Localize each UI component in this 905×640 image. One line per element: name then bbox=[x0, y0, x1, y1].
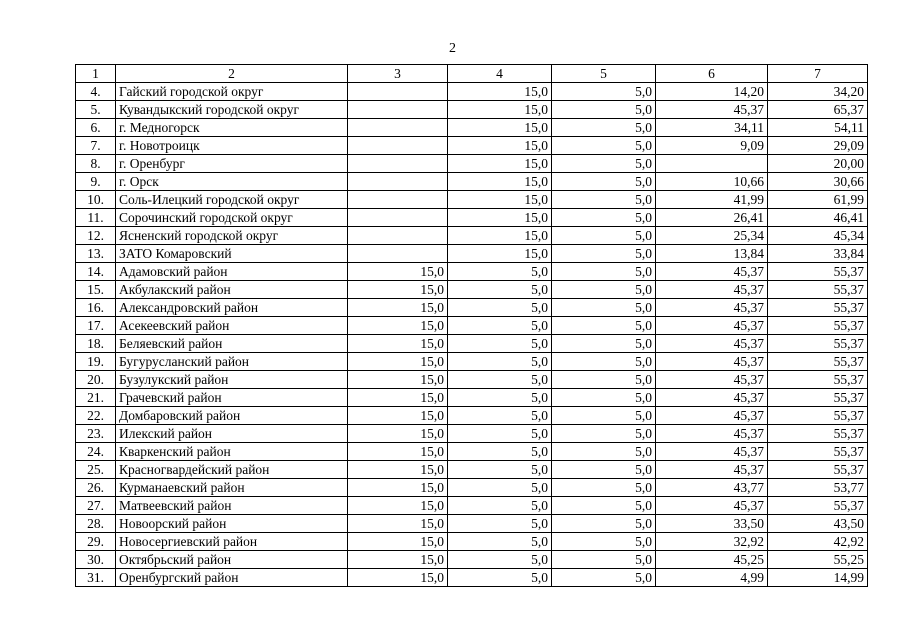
value-cell: 26,41 bbox=[656, 209, 768, 227]
row-number-cell: 13. bbox=[76, 245, 116, 263]
value-cell: 15,0 bbox=[348, 443, 448, 461]
row-number-cell: 15. bbox=[76, 281, 116, 299]
value-cell: 5,0 bbox=[448, 407, 552, 425]
table-row bbox=[76, 155, 868, 173]
value-cell: 15,0 bbox=[348, 353, 448, 371]
value-cell: 13,84 bbox=[656, 245, 768, 263]
column-header: 7 bbox=[768, 65, 868, 83]
value-cell: 5,0 bbox=[552, 83, 656, 101]
municipality-name-cell: Оренбургский район bbox=[116, 569, 348, 587]
total-cell: 33,84 bbox=[768, 245, 868, 263]
value-cell: 15,0 bbox=[348, 263, 448, 281]
municipality-name-cell: Ясненский городской округ bbox=[116, 227, 348, 245]
row-number-cell: 10. bbox=[76, 191, 116, 209]
value-cell: 5,0 bbox=[552, 173, 656, 191]
total-cell: 55,37 bbox=[768, 497, 868, 515]
value-cell: 5,0 bbox=[552, 281, 656, 299]
header-row bbox=[76, 65, 868, 83]
value-cell: 5,0 bbox=[448, 281, 552, 299]
table-row bbox=[76, 317, 868, 335]
municipality-name-cell: Гайский городской округ bbox=[116, 83, 348, 101]
table-row bbox=[76, 479, 868, 497]
value-cell: 45,37 bbox=[656, 497, 768, 515]
value-cell: 45,37 bbox=[656, 335, 768, 353]
municipality-name-cell: Грачевский район bbox=[116, 389, 348, 407]
total-cell: 43,50 bbox=[768, 515, 868, 533]
value-cell: 5,0 bbox=[552, 479, 656, 497]
row-number-cell: 11. bbox=[76, 209, 116, 227]
municipality-name-cell: Красногвардейский район bbox=[116, 461, 348, 479]
municipality-name-cell: Кувандыкский городской округ bbox=[116, 101, 348, 119]
value-cell: 45,25 bbox=[656, 551, 768, 569]
value-cell: 43,77 bbox=[656, 479, 768, 497]
column-header: 4 bbox=[448, 65, 552, 83]
value-cell: 5,0 bbox=[448, 317, 552, 335]
total-cell: 54,11 bbox=[768, 119, 868, 137]
column-header: 5 bbox=[552, 65, 656, 83]
total-cell: 53,77 bbox=[768, 479, 868, 497]
table-row bbox=[76, 371, 868, 389]
table-row bbox=[76, 443, 868, 461]
total-cell: 55,37 bbox=[768, 317, 868, 335]
total-cell: 55,25 bbox=[768, 551, 868, 569]
total-cell: 55,37 bbox=[768, 407, 868, 425]
value-cell: 5,0 bbox=[448, 443, 552, 461]
column-header: 1 bbox=[76, 65, 116, 83]
value-cell: 15,0 bbox=[348, 569, 448, 587]
value-cell: 45,37 bbox=[656, 317, 768, 335]
value-cell: 5,0 bbox=[448, 515, 552, 533]
value-cell: 5,0 bbox=[448, 533, 552, 551]
value-cell: 15,0 bbox=[348, 317, 448, 335]
row-number-cell: 4. bbox=[76, 83, 116, 101]
row-number-cell: 21. bbox=[76, 389, 116, 407]
value-cell: 5,0 bbox=[552, 497, 656, 515]
value-cell: 45,37 bbox=[656, 461, 768, 479]
value-cell bbox=[348, 173, 448, 191]
table-row bbox=[76, 137, 868, 155]
row-number-cell: 16. bbox=[76, 299, 116, 317]
value-cell bbox=[348, 209, 448, 227]
value-cell: 15,0 bbox=[348, 281, 448, 299]
value-cell: 15,0 bbox=[448, 227, 552, 245]
value-cell: 5,0 bbox=[552, 227, 656, 245]
municipality-name-cell: г. Оренбург bbox=[116, 155, 348, 173]
value-cell: 15,0 bbox=[448, 155, 552, 173]
total-cell: 55,37 bbox=[768, 299, 868, 317]
value-cell: 45,37 bbox=[656, 407, 768, 425]
row-number-cell: 26. bbox=[76, 479, 116, 497]
value-cell bbox=[656, 155, 768, 173]
table-row bbox=[76, 533, 868, 551]
total-cell: 34,20 bbox=[768, 83, 868, 101]
municipality-name-cell: Кваркенский район bbox=[116, 443, 348, 461]
value-cell: 5,0 bbox=[448, 299, 552, 317]
value-cell: 15,0 bbox=[348, 389, 448, 407]
value-cell: 10,66 bbox=[656, 173, 768, 191]
value-cell: 45,37 bbox=[656, 353, 768, 371]
value-cell: 9,09 bbox=[656, 137, 768, 155]
table-row bbox=[76, 227, 868, 245]
value-cell: 15,0 bbox=[448, 173, 552, 191]
total-cell: 61,99 bbox=[768, 191, 868, 209]
value-cell: 33,50 bbox=[656, 515, 768, 533]
table-body bbox=[76, 83, 868, 587]
table-row bbox=[76, 497, 868, 515]
municipality-name-cell: Новоорский район bbox=[116, 515, 348, 533]
municipality-name-cell: Адамовский район bbox=[116, 263, 348, 281]
row-number-cell: 22. bbox=[76, 407, 116, 425]
value-cell: 5,0 bbox=[448, 569, 552, 587]
value-cell: 25,34 bbox=[656, 227, 768, 245]
municipality-name-cell: Акбулакский район bbox=[116, 281, 348, 299]
table-row bbox=[76, 263, 868, 281]
value-cell: 5,0 bbox=[552, 317, 656, 335]
total-cell: 55,37 bbox=[768, 263, 868, 281]
value-cell: 45,37 bbox=[656, 281, 768, 299]
row-number-cell: 20. bbox=[76, 371, 116, 389]
value-cell: 5,0 bbox=[552, 299, 656, 317]
row-number-cell: 28. bbox=[76, 515, 116, 533]
value-cell: 15,0 bbox=[448, 137, 552, 155]
value-cell: 5,0 bbox=[552, 137, 656, 155]
row-number-cell: 19. bbox=[76, 353, 116, 371]
total-cell: 55,37 bbox=[768, 425, 868, 443]
value-cell: 5,0 bbox=[552, 551, 656, 569]
total-cell: 42,92 bbox=[768, 533, 868, 551]
row-number-cell: 25. bbox=[76, 461, 116, 479]
table-row bbox=[76, 83, 868, 101]
value-cell: 15,0 bbox=[448, 191, 552, 209]
row-number-cell: 5. bbox=[76, 101, 116, 119]
table-row bbox=[76, 569, 868, 587]
value-cell: 5,0 bbox=[552, 515, 656, 533]
table-row bbox=[76, 209, 868, 227]
value-cell: 5,0 bbox=[448, 551, 552, 569]
row-number-cell: 8. bbox=[76, 155, 116, 173]
value-cell: 5,0 bbox=[448, 353, 552, 371]
row-number-cell: 12. bbox=[76, 227, 116, 245]
value-cell bbox=[348, 119, 448, 137]
row-number-cell: 14. bbox=[76, 263, 116, 281]
column-header: 6 bbox=[656, 65, 768, 83]
value-cell: 5,0 bbox=[448, 335, 552, 353]
municipality-name-cell: Беляевский район bbox=[116, 335, 348, 353]
row-number-cell: 31. bbox=[76, 569, 116, 587]
value-cell: 15,0 bbox=[348, 551, 448, 569]
data-table bbox=[75, 64, 868, 587]
value-cell: 15,0 bbox=[448, 209, 552, 227]
value-cell: 5,0 bbox=[552, 263, 656, 281]
table-row bbox=[76, 119, 868, 137]
municipality-name-cell: Соль-Илецкий городской округ bbox=[116, 191, 348, 209]
table-row bbox=[76, 407, 868, 425]
value-cell: 5,0 bbox=[552, 245, 656, 263]
municipality-name-cell: ЗАТО Комаровский bbox=[116, 245, 348, 263]
municipality-name-cell: Курманаевский район bbox=[116, 479, 348, 497]
row-number-cell: 18. bbox=[76, 335, 116, 353]
value-cell bbox=[348, 155, 448, 173]
total-cell: 29,09 bbox=[768, 137, 868, 155]
table-row bbox=[76, 245, 868, 263]
value-cell: 41,99 bbox=[656, 191, 768, 209]
municipality-name-cell: Асекеевский район bbox=[116, 317, 348, 335]
value-cell: 15,0 bbox=[448, 119, 552, 137]
municipality-name-cell: Бугурусланский район bbox=[116, 353, 348, 371]
value-cell: 15,0 bbox=[348, 497, 448, 515]
value-cell bbox=[348, 227, 448, 245]
value-cell: 5,0 bbox=[448, 497, 552, 515]
total-cell: 46,41 bbox=[768, 209, 868, 227]
row-number-cell: 30. bbox=[76, 551, 116, 569]
value-cell: 15,0 bbox=[448, 101, 552, 119]
value-cell: 15,0 bbox=[348, 371, 448, 389]
value-cell: 5,0 bbox=[552, 209, 656, 227]
municipality-name-cell: г. Новотроицк bbox=[116, 137, 348, 155]
value-cell: 5,0 bbox=[448, 479, 552, 497]
total-cell: 55,37 bbox=[768, 389, 868, 407]
total-cell: 55,37 bbox=[768, 353, 868, 371]
value-cell: 5,0 bbox=[448, 425, 552, 443]
table-row bbox=[76, 335, 868, 353]
total-cell: 55,37 bbox=[768, 281, 868, 299]
value-cell: 15,0 bbox=[348, 407, 448, 425]
value-cell: 15,0 bbox=[348, 479, 448, 497]
row-number-cell: 24. bbox=[76, 443, 116, 461]
value-cell: 34,11 bbox=[656, 119, 768, 137]
row-number-cell: 17. bbox=[76, 317, 116, 335]
value-cell: 5,0 bbox=[552, 461, 656, 479]
value-cell: 5,0 bbox=[448, 263, 552, 281]
table-row bbox=[76, 515, 868, 533]
value-cell: 15,0 bbox=[348, 515, 448, 533]
value-cell: 15,0 bbox=[348, 425, 448, 443]
value-cell: 5,0 bbox=[552, 371, 656, 389]
value-cell bbox=[348, 101, 448, 119]
municipality-name-cell: Бузулукский район bbox=[116, 371, 348, 389]
value-cell: 5,0 bbox=[552, 425, 656, 443]
row-number-cell: 7. bbox=[76, 137, 116, 155]
value-cell bbox=[348, 191, 448, 209]
municipality-name-cell: Новосергиевский район bbox=[116, 533, 348, 551]
value-cell: 15,0 bbox=[348, 533, 448, 551]
value-cell: 5,0 bbox=[552, 569, 656, 587]
row-number-cell: 23. bbox=[76, 425, 116, 443]
total-cell: 20,00 bbox=[768, 155, 868, 173]
row-number-cell: 9. bbox=[76, 173, 116, 191]
value-cell: 5,0 bbox=[552, 191, 656, 209]
value-cell: 5,0 bbox=[552, 389, 656, 407]
municipality-name-cell: Александровский район bbox=[116, 299, 348, 317]
value-cell: 5,0 bbox=[448, 371, 552, 389]
municipality-name-cell: Матвеевский район bbox=[116, 497, 348, 515]
total-cell: 65,37 bbox=[768, 101, 868, 119]
value-cell: 32,92 bbox=[656, 533, 768, 551]
row-number-cell: 6. bbox=[76, 119, 116, 137]
value-cell bbox=[348, 137, 448, 155]
value-cell: 14,20 bbox=[656, 83, 768, 101]
municipality-name-cell: г. Орск bbox=[116, 173, 348, 191]
municipality-name-cell: Илекский район bbox=[116, 425, 348, 443]
value-cell: 15,0 bbox=[348, 461, 448, 479]
table-row bbox=[76, 551, 868, 569]
total-cell: 55,37 bbox=[768, 461, 868, 479]
table-row bbox=[76, 425, 868, 443]
municipality-name-cell: Домбаровский район bbox=[116, 407, 348, 425]
column-header: 2 bbox=[116, 65, 348, 83]
value-cell: 15,0 bbox=[348, 299, 448, 317]
value-cell: 15,0 bbox=[448, 83, 552, 101]
table-row bbox=[76, 191, 868, 209]
total-cell: 14,99 bbox=[768, 569, 868, 587]
value-cell: 5,0 bbox=[552, 101, 656, 119]
value-cell: 5,0 bbox=[552, 119, 656, 137]
value-cell: 5,0 bbox=[552, 335, 656, 353]
table-row bbox=[76, 389, 868, 407]
value-cell bbox=[348, 245, 448, 263]
value-cell: 5,0 bbox=[552, 443, 656, 461]
value-cell: 4,99 bbox=[656, 569, 768, 587]
table-row bbox=[76, 101, 868, 119]
value-cell bbox=[348, 83, 448, 101]
total-cell: 55,37 bbox=[768, 443, 868, 461]
value-cell: 5,0 bbox=[552, 155, 656, 173]
municipality-name-cell: г. Медногорск bbox=[116, 119, 348, 137]
value-cell: 45,37 bbox=[656, 371, 768, 389]
table-row bbox=[76, 353, 868, 371]
value-cell: 5,0 bbox=[552, 533, 656, 551]
value-cell: 45,37 bbox=[656, 101, 768, 119]
table-row bbox=[76, 461, 868, 479]
municipality-name-cell: Сорочинский городской округ bbox=[116, 209, 348, 227]
value-cell: 45,37 bbox=[656, 425, 768, 443]
table-row bbox=[76, 299, 868, 317]
value-cell: 15,0 bbox=[448, 245, 552, 263]
value-cell: 45,37 bbox=[656, 299, 768, 317]
value-cell: 45,37 bbox=[656, 389, 768, 407]
value-cell: 45,37 bbox=[656, 443, 768, 461]
municipality-name-cell: Октябрьский район bbox=[116, 551, 348, 569]
row-number-cell: 29. bbox=[76, 533, 116, 551]
table-row bbox=[76, 173, 868, 191]
value-cell: 45,37 bbox=[656, 263, 768, 281]
total-cell: 55,37 bbox=[768, 371, 868, 389]
value-cell: 5,0 bbox=[552, 407, 656, 425]
value-cell: 5,0 bbox=[552, 353, 656, 371]
total-cell: 45,34 bbox=[768, 227, 868, 245]
value-cell: 5,0 bbox=[448, 461, 552, 479]
row-number-cell: 27. bbox=[76, 497, 116, 515]
value-cell: 5,0 bbox=[448, 389, 552, 407]
total-cell: 30,66 bbox=[768, 173, 868, 191]
total-cell: 55,37 bbox=[768, 335, 868, 353]
column-header: 3 bbox=[348, 65, 448, 83]
value-cell: 15,0 bbox=[348, 335, 448, 353]
page-number: 2 bbox=[449, 41, 456, 56]
table-row bbox=[76, 281, 868, 299]
